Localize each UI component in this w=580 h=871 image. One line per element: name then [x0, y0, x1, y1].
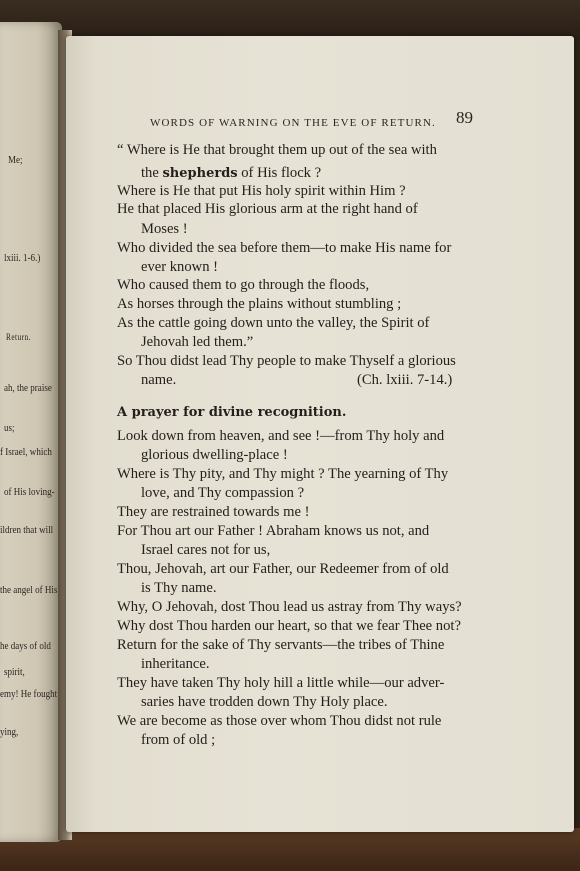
left-fragment: lxiii. 1-6.)	[4, 252, 41, 264]
text-line: “ Where is He that brought them up out of the sea with	[117, 142, 437, 158]
running-head: WORDS OF WARNING ON THE EVE OF RETURN.	[150, 117, 436, 129]
text-line: saries have trodden down Thy Holy place.	[141, 694, 388, 710]
text-line: name.	[141, 372, 177, 388]
text-line: from of old ;	[141, 732, 216, 748]
text-line: Where is He that put His holy spirit within Him ?	[117, 183, 406, 199]
bold-word: shepherds	[162, 166, 238, 181]
left-fragment: ah, the praise	[4, 382, 52, 394]
text-line: Israel cares not for us,	[141, 542, 271, 558]
text-line: Return for the sake of Thy servants—the tribes of Thine	[117, 637, 445, 653]
text-line: As the cattle going down unto the valley, the Spirit of	[117, 315, 430, 331]
left-fragment: spirit,	[4, 666, 25, 678]
table-surface	[0, 828, 580, 871]
text-line: Who divided the sea before them—to make His name for	[117, 240, 452, 256]
page-number: 89	[456, 108, 473, 127]
text-line: Moses !	[141, 221, 188, 237]
text-line: As horses through the plains without stumbling ;	[117, 296, 402, 312]
text-line: They have taken Thy holy hill a little while—our adver-	[117, 675, 445, 691]
text-line: love, and Thy compassion ?	[141, 485, 305, 501]
left-fragment: emy! He fought	[0, 688, 58, 700]
left-page	[0, 22, 62, 842]
left-fragment: he days of old	[0, 640, 51, 652]
text-line: glorious dwelling-place !	[141, 447, 288, 463]
text-line: Jehovah led them.”	[141, 334, 254, 350]
text-line: Look down from heaven, and see !—from Thy holy and	[117, 428, 445, 444]
text-line: He that placed His glorious arm at the right hand of	[117, 201, 418, 217]
section-heading: A prayer for divine recognition.	[117, 405, 347, 420]
text-line: Who caused them to go through the floods,	[117, 277, 370, 293]
background-top	[0, 0, 580, 40]
text-line: Why dost Thou harden our heart, so that we fear Thee not?	[117, 618, 461, 634]
left-fragment: of His loving-	[4, 486, 55, 498]
left-fragment: Return.	[6, 332, 31, 342]
text-line: So Thou didst lead Thy people to make Thyself a glorious	[117, 353, 456, 369]
text-line: ever known !	[141, 259, 218, 275]
text-line: For Thou art our Father ! Abraham knows us not, and	[117, 523, 430, 539]
text-line: Why, O Jehovah, dost Thou lead us astray from Thy ways?	[117, 599, 462, 615]
text-line: They are restrained towards me !	[117, 504, 310, 520]
text-line: We are become as those over whom Thou didst not rule	[117, 713, 442, 729]
scripture-reference: (Ch. lxiii. 7-14.)	[357, 372, 453, 388]
text-line: Where is Thy pity, and Thy might ? The yearning of Thy	[117, 466, 449, 482]
text-run: the	[141, 165, 163, 181]
text-line: Thou, Jehovah, art our Father, our Redeemer from of old	[117, 561, 449, 577]
left-fragment: f Israel, which	[0, 446, 52, 458]
left-fragment: ildren that will	[0, 524, 54, 536]
text-line: is Thy name.	[141, 580, 217, 596]
left-fragment: us;	[4, 422, 15, 434]
left-fragment: Me;	[8, 154, 23, 166]
text-run: of His flock ?	[237, 165, 322, 181]
text-line: inheritance.	[141, 656, 210, 672]
left-fragment: the angel of His	[0, 584, 58, 596]
text-line	[141, 164, 321, 183]
left-fragment: ying,	[0, 726, 19, 738]
